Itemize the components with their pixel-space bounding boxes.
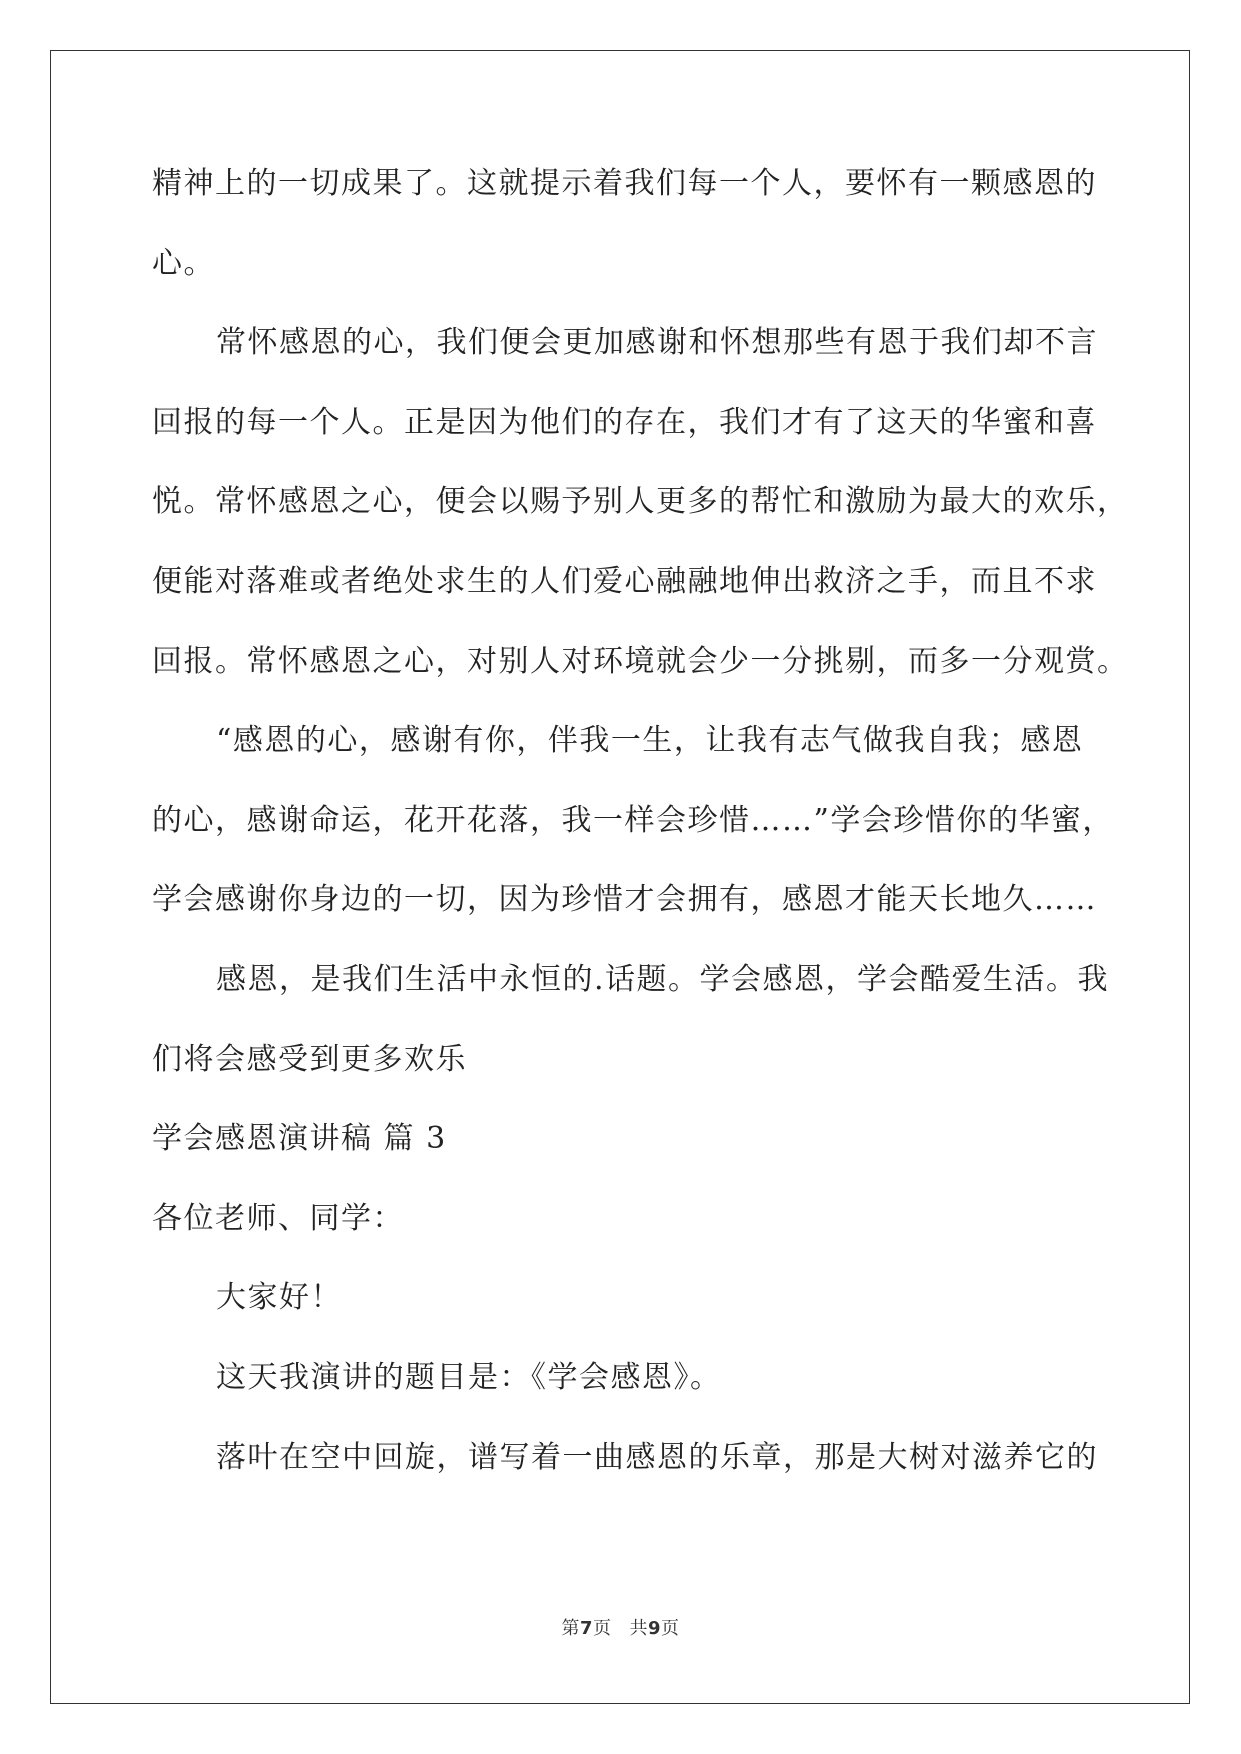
text-line: 们将会感受到更多欢乐	[152, 1041, 467, 1077]
total-label-prefix: 共	[629, 1618, 648, 1639]
text-line: 回报。常怀感恩之心，对别人对环境就会少一分挑剔，而多一分观赏。	[152, 643, 1129, 679]
paragraph-start: 常怀感恩的心，我们便会更加感谢和怀想那些有恩于我们却不言	[216, 325, 1098, 361]
text-line: 便能对落难或者绝处求生的人们爱心融融地伸出救济之手，而且不求	[152, 563, 1097, 599]
paragraph-start: “感恩的心，感谢有你，伴我一生，让我有志气做我自我；感恩	[216, 723, 1084, 759]
salutation: 各位老师、同学：	[152, 1200, 404, 1236]
paragraph-start: 这天我演讲的题目是：《学会感恩》。	[216, 1359, 722, 1395]
text-line: 学会感谢你身边的一切，因为珍惜才会拥有，感恩才能天长地久……	[152, 882, 1097, 918]
current-page-number: 7	[579, 1618, 593, 1639]
text-line: 心。	[152, 245, 215, 281]
total-pages-number: 9	[648, 1618, 662, 1639]
page-label-prefix: 第	[561, 1618, 580, 1639]
text-line: 的心，感谢命运，花开花落，我一样会珍惜……”学会珍惜你的华蜜，	[152, 802, 1114, 838]
total-label-suffix: 页	[661, 1618, 680, 1639]
paragraph-start: 落叶在空中回旋，谱写着一曲感恩的乐章，那是大树对滋养它的	[216, 1439, 1098, 1475]
page-label-suffix: 页	[593, 1618, 612, 1639]
section-heading: 学会感恩演讲稿 篇 3	[152, 1121, 447, 1157]
text-line: 精神上的一切成果了。这就提示着我们每一个人，要怀有一颗感恩的	[152, 166, 1097, 201]
text-line: 回报的每一个人。正是因为他们的存在，我们才有了这天的华蜜和喜	[152, 404, 1097, 440]
greeting: 大家好！	[216, 1280, 342, 1316]
page-footer	[0, 1614, 1241, 1640]
text-line: 悦。常怀感恩之心，便会以赐予别人更多的帮忙和激励为最大的欢乐，	[152, 484, 1129, 520]
paragraph-start: 感恩，是我们生活中永恒的.话题。学会感恩，学会酷爱生活。我	[216, 961, 1110, 997]
document-body	[152, 160, 1129, 1513]
